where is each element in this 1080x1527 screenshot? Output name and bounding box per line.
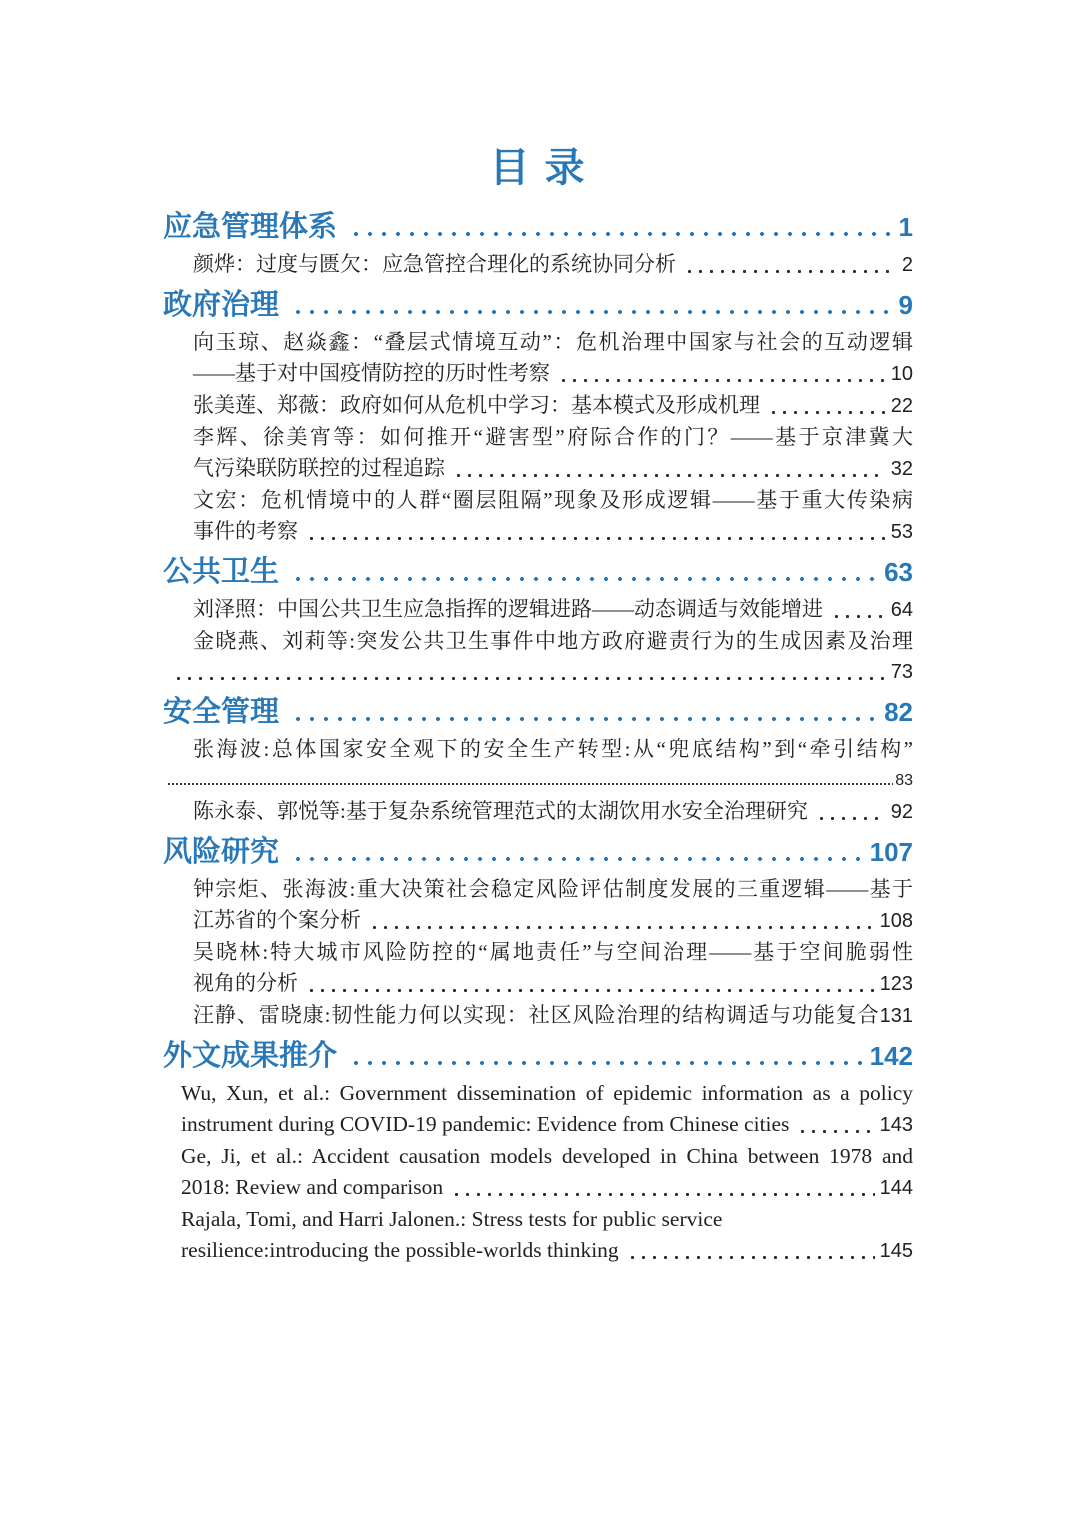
toc-entry-line xyxy=(163,422,913,453)
toc-entry-line xyxy=(163,765,913,796)
toc-entry-line xyxy=(163,327,913,358)
dot-leader xyxy=(349,1037,862,1075)
page-number: 22 xyxy=(890,395,913,417)
entry-text: resilience:introducing the possible-worlds thinking xyxy=(181,1238,619,1262)
entry-text: 气污染联防联控的过程追踪 xyxy=(193,456,445,480)
dot-leader xyxy=(173,657,886,688)
page-number: 82 xyxy=(884,697,913,727)
toc-entry-line xyxy=(163,905,913,937)
page-number: 64 xyxy=(890,599,913,621)
entry-text: ——基于对中国疫情防控的历时性考察 xyxy=(193,361,550,385)
section-title: 外文成果推介 xyxy=(163,1040,338,1072)
toc-section-header xyxy=(163,693,913,731)
toc-entry-line xyxy=(163,390,913,422)
toc-entry-line xyxy=(163,594,913,626)
toc-entry-line xyxy=(163,1078,913,1109)
toc-entry-line xyxy=(163,874,913,905)
page-number: 142 xyxy=(869,1041,913,1071)
section-title: 应急管理体系 xyxy=(163,211,338,243)
page-number: 107 xyxy=(869,837,913,867)
entry-text: 张海波:总体国家安全观下的安全生产转型:从“兜底结构”到“牵引结构” xyxy=(193,737,913,761)
toc-entry-line xyxy=(163,358,913,390)
dot-leader xyxy=(558,358,886,390)
entry-text: 汪静、雷晓康:韧性能力何以实现：社区风险治理的结构调适与功能复合 xyxy=(193,1003,880,1027)
entry-text: 向玉琼、赵焱鑫：“叠层式情境互动”：危机治理中国家与社会的互动逻辑 xyxy=(193,330,913,354)
dot-leader xyxy=(306,516,886,548)
page-number: 32 xyxy=(890,458,913,480)
toc-entry-line xyxy=(163,1109,913,1141)
toc-section-header xyxy=(163,208,913,246)
page-number: 108 xyxy=(879,910,913,932)
entry-text: 金晓燕、刘莉等:突发公共卫生事件中地方政府避责行为的生成因素及治理 xyxy=(193,629,913,653)
page-number: 1 xyxy=(898,212,913,242)
entry-text: Ge, Ji, et al.: Accident causation models developed in China between 1978 and xyxy=(181,1144,913,1168)
entry-text: instrument during COVID-19 pandemic: Evidence from Chinese cities xyxy=(181,1112,790,1136)
dot-leader xyxy=(291,693,876,731)
dot-leader xyxy=(291,833,862,871)
entry-text: 江苏省的个案分析 xyxy=(193,908,361,932)
toc-entry-line xyxy=(163,626,913,657)
dot-leader xyxy=(684,249,897,281)
entry-text: 颜烨：过度与匮欠：应急管控合理化的系统协同分析 xyxy=(193,252,676,276)
toc-entry-line xyxy=(163,453,913,485)
page-number: 143 xyxy=(879,1114,913,1136)
dot-leader xyxy=(369,905,875,937)
page-number: 53 xyxy=(890,521,913,543)
entry-text: 李辉、徐美宵等：如何推开“避害型”府际合作的门？——基于京津冀大 xyxy=(193,425,913,449)
dot-leader xyxy=(291,286,891,324)
toc-entry-line xyxy=(163,485,913,516)
page-number: 83 xyxy=(895,772,913,789)
toc-section-header xyxy=(163,286,913,324)
toc-entry-line xyxy=(163,516,913,548)
entry-text: Rajala, Tomi, and Harri Jalonen.: Stress tests for public service xyxy=(181,1207,723,1231)
entry-text: 2018: Review and comparison xyxy=(181,1175,444,1199)
entry-text: 事件的考察 xyxy=(193,519,298,543)
toc-section-header xyxy=(163,1037,913,1075)
page-number: 123 xyxy=(879,973,913,995)
toc-entry-line xyxy=(163,1172,913,1204)
dot-leader xyxy=(831,594,886,626)
section-title: 安全管理 xyxy=(163,696,280,728)
toc-entry-line xyxy=(163,796,913,828)
page-number: 10 xyxy=(890,363,913,385)
entry-text: 视角的分析 xyxy=(193,971,298,995)
section-title: 公共卫生 xyxy=(163,556,280,588)
page-number: 9 xyxy=(898,290,913,320)
toc-entry-line xyxy=(163,657,913,688)
dot-leader xyxy=(453,453,886,485)
toc-entry-line xyxy=(163,1235,913,1267)
toc-entry-line xyxy=(163,937,913,968)
dot-leader xyxy=(291,553,876,591)
toc-entry-line xyxy=(163,249,913,281)
dot-leader xyxy=(306,968,875,1000)
page-number: 63 xyxy=(884,557,913,587)
toc-section-header xyxy=(163,833,913,871)
toc-entry-line xyxy=(163,734,913,765)
entry-text: 吴晓林:特大城市风险防控的“属地责任”与空间治理——基于空间脆弱性 xyxy=(193,940,913,964)
toc-list xyxy=(163,208,913,1267)
page-number: 145 xyxy=(879,1240,913,1262)
page-number: 73 xyxy=(890,661,913,683)
dot-leader xyxy=(816,796,886,828)
section-title: 风险研究 xyxy=(163,836,280,868)
entry-text: 刘泽照：中国公共卫生应急指挥的逻辑进路——动态调适与效能增进 xyxy=(193,597,823,621)
entry-text: 文宏：危机情境中的人群“圈层阻隔”现象及形成逻辑——基于重大传染病 xyxy=(193,488,913,512)
dot-leader xyxy=(349,208,891,246)
entry-text: 钟宗炬、张海波:重大决策社会稳定风险评估制度发展的三重逻辑——基于 xyxy=(193,877,913,901)
toc-section-header xyxy=(163,553,913,591)
section-title: 政府治理 xyxy=(163,289,280,321)
dot-leader xyxy=(167,765,893,796)
dot-leader xyxy=(627,1235,875,1267)
page-number: 144 xyxy=(879,1177,913,1199)
page-number: 131 xyxy=(879,1005,913,1027)
entry-text: Wu, Xun, et al.: Government dissemination of epidemic information as a policy xyxy=(181,1081,913,1105)
page-title: 目 录 xyxy=(489,146,587,190)
page-number: 92 xyxy=(890,801,913,823)
dot-leader xyxy=(797,1109,874,1141)
toc-entry-line xyxy=(163,1141,913,1172)
dot-leader xyxy=(768,390,886,422)
toc-entry-line xyxy=(163,1204,913,1235)
toc-entry-line xyxy=(163,968,913,1000)
dot-leader xyxy=(451,1172,874,1204)
page-number: 2 xyxy=(901,254,913,276)
toc-entry-line xyxy=(163,1000,913,1032)
entry-text: 陈永泰、郭悦等:基于复杂系统管理范式的太湖饮用水安全治理研究 xyxy=(193,799,808,823)
entry-text: 张美莲、郑薇：政府如何从危机中学习：基本模式及形成机理 xyxy=(193,393,760,417)
